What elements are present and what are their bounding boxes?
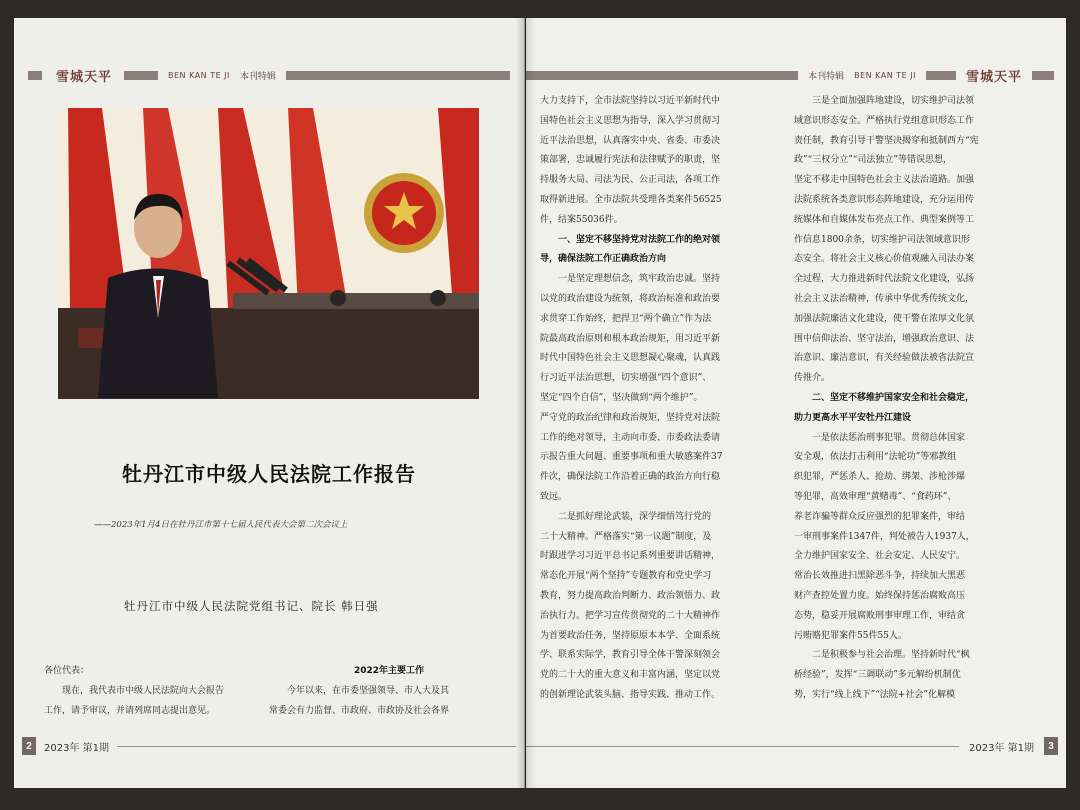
text-line: 坚定不移走中国特色社会主义法治道路。加强 <box>794 175 975 186</box>
text-line: 全力维护国家安全、社会安定、人民安宁。 <box>794 551 966 562</box>
text-line: 坚定“四个自信”，坚决做到“两个维护”。 <box>540 392 703 403</box>
left-page <box>14 18 525 788</box>
footer-rule <box>117 746 516 747</box>
court-president-photo <box>58 108 479 399</box>
text-line: 求贯穿工作始终，把捍卫“两个确立”作为法 <box>540 313 712 324</box>
text-line: 致远。 <box>540 491 568 502</box>
text-line: 社会主义法治精神，传承中华优秀传统文化， <box>794 293 975 304</box>
text-line: 近平法治思想，认真落实中央、省委、市委决 <box>540 135 721 146</box>
text-line: 态势，稳妥开展腐败刑事审理工作，审结贪 <box>794 610 966 621</box>
text-line: 治意识、廉洁意识，有关经验做法被省法院宣 <box>794 353 975 364</box>
section-heading: 一、坚定不移坚持党对法院工作的绝对领 <box>540 234 721 245</box>
text-line: 传推介。 <box>794 373 831 384</box>
section-heading: 二、坚定不移维护国家安全和社会稳定， <box>794 392 975 403</box>
header-en-text: BEN KAN TE JI <box>168 70 230 80</box>
text-line: 污贿赂犯罪案件55件55人。 <box>794 630 907 641</box>
right-header <box>526 66 1054 84</box>
text-line: 教育，努力提高政治判断力、政治领悟力、政 <box>540 590 721 601</box>
issue-label: 2023年 第1期 <box>969 742 1034 754</box>
text-line: 法院系统各类意识形态阵地建设，充分运用传 <box>794 194 975 205</box>
text-line: 的创新理论武装头脑、指导实践、推动工作。 <box>540 689 721 700</box>
text-line: 养老诈骗等群众反应强烈的犯罪案件，审结 <box>794 511 966 522</box>
header-en-text: BEN KAN TE JI <box>854 70 916 80</box>
text-line: 以党的政治建设为统领，将政治标准和政治要 <box>540 293 721 304</box>
text-line: 国特色社会主义思想为指导，深入学习贯彻习 <box>540 115 721 126</box>
text-line: 一是坚定理想信念，筑牢政治忠诚。坚持 <box>540 274 721 285</box>
text-line: 学、联系实际学，教育引导全体干警深刻领会 <box>540 650 721 661</box>
left-column-1 <box>44 662 264 721</box>
text-line: 常委会有力监督、市政府、市政协及社会各界 <box>269 705 450 716</box>
book-gutter <box>516 18 536 788</box>
text-line: 安全观，依法打击利用“法轮功”等邪教组 <box>794 452 957 463</box>
left-footer <box>22 736 516 756</box>
text-line: 为首要政治任务，坚持原原本本学、全面系统 <box>540 630 721 641</box>
header-section: 本刊特辑 <box>239 71 276 82</box>
text-line: 财产查控处置力度。始终保持惩治腐败高压 <box>794 590 966 601</box>
text-line: 政”“三权分立”“司法独立”等错误思想， <box>794 155 953 166</box>
text-line: 常治长效推进扫黑除恶斗争，持续加大黑恶 <box>794 571 966 582</box>
text-line: 桥经验”，发挥“三调联动”多元解纷机制优 <box>794 670 961 681</box>
text-line: 全过程，大力推进新时代法院文化建设，弘扬 <box>794 274 975 285</box>
right-page <box>526 18 1066 788</box>
text-line: 时跟进学习习近平总书记系列重要讲话精神， <box>540 551 721 562</box>
text-line: 围中信仰法治、坚守法治，增强政治意识、法 <box>794 333 975 344</box>
header-bar <box>926 71 956 80</box>
header-bar <box>286 71 510 80</box>
text-line: 示报告重大问题、重要事项和重大敏感案件37 <box>540 452 723 463</box>
text-line: 件，结案55036件。 <box>540 214 623 225</box>
text-line: 作信息1800余条，切实维护司法领域意识形 <box>794 234 970 245</box>
report-author: 牡丹江市中级人民法院党组书记、院长 韩日强 <box>124 599 379 613</box>
page-number: 2 <box>22 737 36 755</box>
magazine-brand: 雪城天平 <box>965 69 1022 85</box>
section-heading: 导，确保法院工作正确政治方向 <box>540 254 667 265</box>
header-bar <box>28 71 42 80</box>
text-line: 治执行力。把学习宣传贯彻党的二十大精神作 <box>540 610 721 621</box>
text-line: 域意识形态安全。严格执行党组意识形态工作 <box>794 115 975 126</box>
section-heading: 2022年主要工作 <box>353 666 425 676</box>
text-line: 取得新进展。全市法院共受理各类案件56525 <box>540 194 722 205</box>
text-line: 今年以来，在市委坚强领导、市人大及其 <box>269 685 450 696</box>
text-line: 三是全面加强阵地建设，切实维护司法领 <box>794 96 975 106</box>
report-photo <box>58 108 479 399</box>
right-footer <box>526 736 1058 756</box>
text-line: 严守党的政治纪律和政治规矩，坚持党对法院 <box>540 412 721 423</box>
header-bar <box>1032 71 1054 80</box>
text-line: 二是积极参与社会治理。坚持新时代“枫 <box>794 650 970 661</box>
text-line: 党的二十大的重大意义和丰富内涵，坚定以党 <box>540 670 721 681</box>
greeting-line: 各位代表： <box>44 666 90 676</box>
header-bar <box>124 71 158 80</box>
text-line: 一审刑事案件1347件，判处被告人1937人， <box>794 531 975 542</box>
section-heading: 助力更高水平平安牡丹江建设 <box>794 412 912 423</box>
report-title: 牡丹江市中级人民法院工作报告 <box>122 462 416 486</box>
text-line: 工作的绝对领导，主动向市委、市委政法委请 <box>540 432 721 443</box>
footer-rule <box>526 746 959 747</box>
text-line: 院最高政治原则和根本政治规矩，用习近平新 <box>540 333 721 344</box>
page-number: 3 <box>1044 737 1058 755</box>
right-column <box>794 92 1032 706</box>
text-line: 策部署，忠诚履行宪法和法律赋予的职责，坚 <box>540 155 721 166</box>
text-line: 二是抓好理论武装，深学细悟笃行党的 <box>540 511 712 522</box>
middle-column <box>540 92 778 706</box>
text-line: 势，实行“线上线下”“法院+社会”化解模 <box>794 689 955 700</box>
text-line: 件次，确保法院工作沿着正确的政治方向行稳 <box>540 472 721 483</box>
header-bar <box>526 71 798 80</box>
text-line: 大力支持下，全市法院坚持以习近平新时代中 <box>540 96 721 106</box>
left-header <box>28 66 510 84</box>
text-line: 等犯罪，高效审理“黄赌毒”、“食药环”、 <box>794 491 957 502</box>
text-line: 二十大精神。严格落实“第一议题”制度，及 <box>540 531 712 542</box>
issue-label: 2023年 第1期 <box>44 742 109 754</box>
text-line: 态安全。将社会主义核心价值观融入司法办案 <box>794 254 975 265</box>
left-column-2 <box>269 662 509 721</box>
text-line: 行习近平法治思想，切实增强“四个意识”、 <box>540 373 712 384</box>
magazine-brand: 雪城天平 <box>56 69 113 85</box>
text-line: 一是依法惩治刑事犯罪。贯彻总体国家 <box>794 432 966 443</box>
text-line: 统媒体和自媒体发布亮点工作、典型案例等工 <box>794 214 975 225</box>
text-line: 加强法院廉洁文化建设，使干警在浓厚文化氛 <box>794 313 975 324</box>
text-line: 织犯罪，严惩杀人、抢劫、绑架、涉枪涉爆 <box>794 472 966 483</box>
header-section: 本刊特辑 <box>808 71 845 82</box>
text-line: 常态化开展“两个坚持”专题教育和党史学习 <box>540 571 712 582</box>
text-line: 责任制，教育引导干警坚决揭穿和抵制西方“宪 <box>794 135 979 146</box>
report-subtitle: ——2023年1月4日在牡丹江市第十七届人民代表大会第二次会议上 <box>94 520 348 530</box>
text-line: 持服务大局、司法为民、公正司法，各项工作 <box>540 175 721 186</box>
text-line: 时代中国特色社会主义思想凝心聚魂，认真践 <box>540 353 721 364</box>
text-line: 工作，请予审议，并请列席同志提出意见。 <box>44 705 216 716</box>
text-line: 现在，我代表市中级人民法院向大会报告 <box>44 685 225 696</box>
